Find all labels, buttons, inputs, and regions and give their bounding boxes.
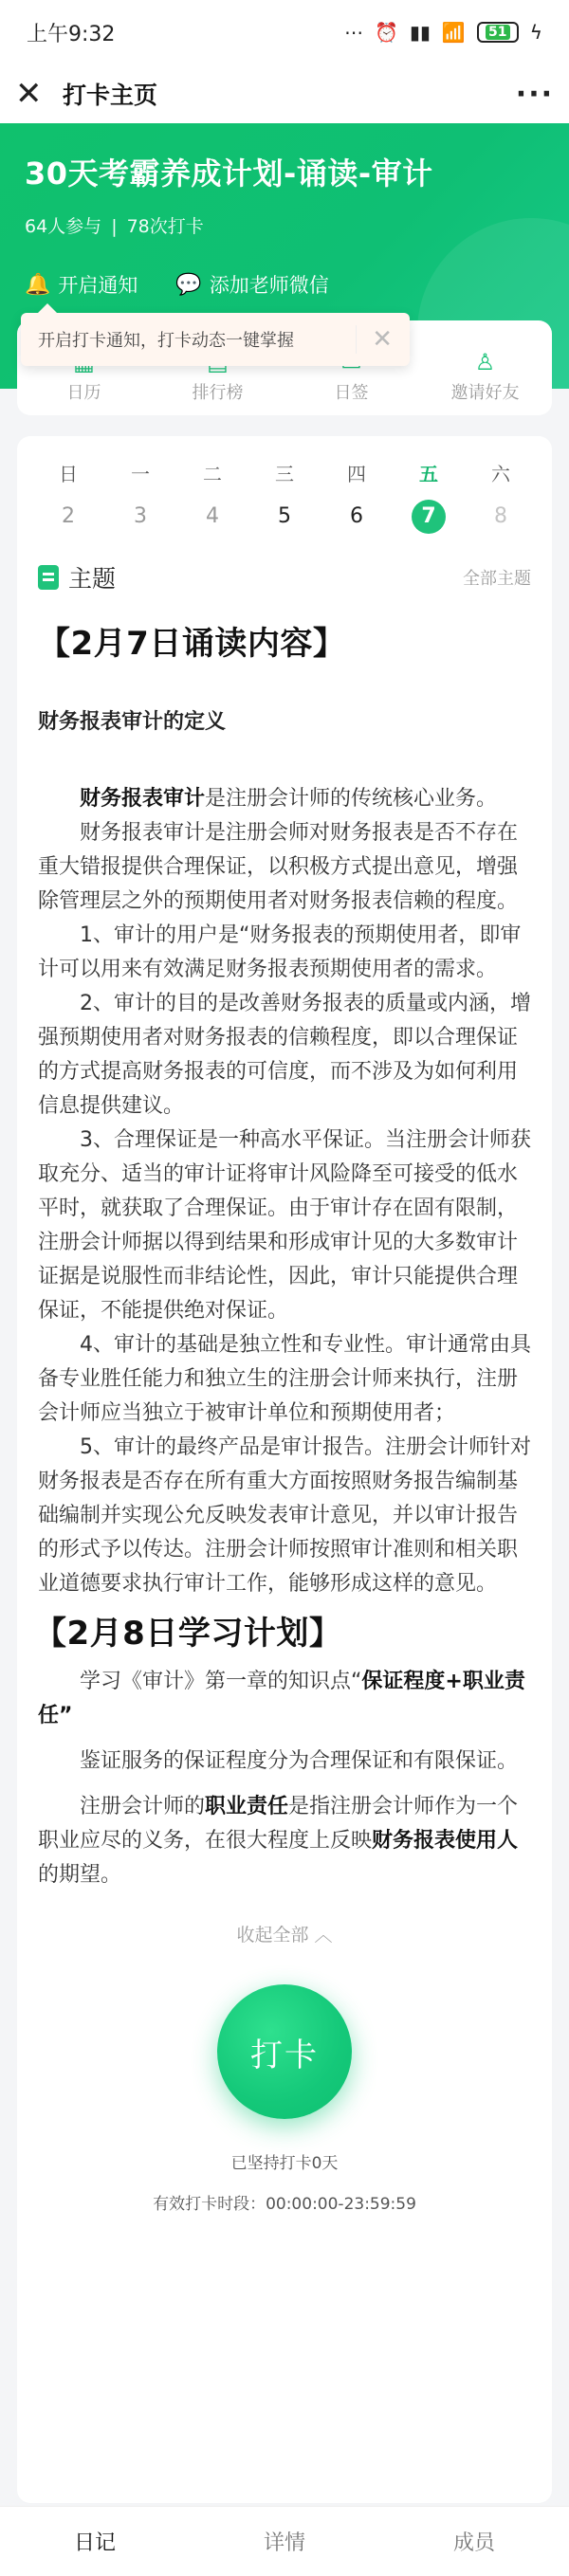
content-paragraph: 1、审计的用户是“财务报表的预期使用者，即审计可以用来有效满足财务报表预期使用者的需求。 (38, 923, 522, 981)
collapse-all-button[interactable] (38, 1921, 531, 1946)
weekday-label: 二 (203, 463, 222, 485)
week-header (38, 459, 531, 486)
topic-icon (38, 565, 59, 590)
content-paragraph: 5、审计的最终产品是审计报告。注册会计师针对财务报表是否存在所有重大方面按照财务报告编制基础编制并实现公允反映发表审计意见，并以审计报告的形式予以传达。注册会计师按照审计准则和相关职业道德要求执行审计工作，能够形成这样的意见。 (38, 1435, 531, 1596)
content-paragraph: 3、合理保证是一种高水平保证。当注册会计师获取充分、适当的审计证将审计风险降至可接受的低水平时，就获取了合理保证。由于审计存在固有限制，注册会计师据以得到结果和形成审计见的大多数审计证据是说服性而非结论性，因此，审计只能提供合理保证，不能提供绝对保证。 (38, 1128, 531, 1323)
more-dots-icon: ⋯ (343, 21, 363, 44)
calendar-day[interactable]: 8 (494, 504, 507, 528)
calendar-day-today[interactable]: 7 (400, 500, 457, 534)
checkin-section (38, 1984, 531, 2214)
nav-bar (0, 64, 569, 123)
more-menu-button[interactable]: ··· (515, 77, 554, 111)
charging-icon: ϟ (529, 21, 542, 44)
alarm-icon: ⏰ (374, 21, 398, 44)
plan-paragraph: 学习《审计》第一章的知识点“保证程度+职业责任” (38, 1670, 525, 1727)
plan-paragraph: 注册会计师的职业责任是指注册会计师作为一个职业应尽的义务，在很大程度上反映财务报表使用人的期望。 (38, 1795, 519, 1887)
calendar-day[interactable]: 4 (206, 504, 219, 528)
weekday-label: 四 (347, 463, 366, 485)
tooltip-close-icon[interactable]: ✕ (356, 325, 393, 354)
content-paragraph: 财务报表审计是注册会师对财务报表是否不存在重大错报提供合理保证，以积极方式提出意见，增强除管理层之外的预期使用者对财务报表信赖的程度。 (38, 821, 519, 913)
participants-count: 64人参与 (25, 216, 102, 237)
collapse-all-label: 收起全部 (236, 1925, 309, 1946)
status-icons (344, 21, 542, 44)
chevron-up-icon: ︿ (314, 1925, 333, 1946)
weekday-label: 六 (491, 463, 510, 485)
enable-notification-label: 开启通知 (58, 274, 138, 297)
status-time: 上午9:32 (27, 22, 116, 46)
calendar-day[interactable]: 2 (62, 504, 75, 528)
content-card (17, 436, 552, 2503)
checkin-button[interactable]: 打卡 (217, 1984, 352, 2119)
toolbar-calendar-label: 日历 (66, 383, 101, 403)
toolbar-invite-label: 邀请好友 (450, 383, 520, 403)
tab-details[interactable]: 详情 (263, 2531, 305, 2555)
toolbar-ranking-label: 排行榜 (192, 383, 244, 403)
weekday-label: 日 (59, 463, 78, 485)
plan-paragraph: 鉴证服务的保证程度分为合理保证和有限保证。 (80, 1749, 519, 1773)
streak-text: 已坚持打卡0天 (230, 2154, 339, 2173)
toolbar-invite[interactable] (433, 349, 538, 404)
toolbar-daily-sign-label: 日签 (334, 383, 369, 403)
tooltip-text: 开启打卡通知，打卡动态一键掌握 (38, 331, 294, 351)
status-bar (0, 0, 569, 64)
bell-icon: 🔔 (25, 272, 51, 297)
section-title-plan: 【2月8日学习计划】 (34, 1615, 342, 1653)
content-paragraph: 财务报表审计是注册会计师的传统核心业务。 (80, 787, 498, 811)
stats-divider: | (111, 216, 118, 237)
definition-subhead: 财务报表审计的定义 (38, 710, 227, 734)
weekday-label: 三 (275, 463, 294, 485)
section-title-reading: 【2月7日诵读内容】 (38, 625, 346, 663)
wifi-icon: 📶 (441, 21, 466, 44)
notification-tooltip (21, 313, 410, 366)
bottom-tab-bar (0, 2506, 569, 2576)
enable-notification-button[interactable] (25, 270, 138, 299)
week-days (38, 500, 531, 534)
plan-title: 30天考霸养成计划-诵读-审计 (25, 155, 433, 192)
content-paragraph: 2、审计的目的是改善财务报表的质量或内涵，增强预期使用者对财务报表的信赖程度，即以合理保证的方式提高财务报表的可信度，而不涉及为如何利用信息提供建议。 (38, 992, 531, 1118)
tab-members[interactable]: 成员 (452, 2531, 495, 2555)
invite-icon: ♙ (474, 349, 496, 375)
calendar-day[interactable]: 3 (134, 504, 147, 528)
weekday-label: 一 (131, 463, 150, 485)
close-icon[interactable]: ✕ (15, 75, 43, 113)
weekday-label-today: 五 (419, 463, 438, 485)
signal-icon: ▮▮ (409, 21, 431, 44)
calendar-day[interactable]: 6 (350, 504, 363, 528)
page-title: 打卡主页 (63, 82, 158, 109)
add-teacher-wechat-label: 添加老师微信 (209, 274, 329, 297)
plan-stats (25, 212, 544, 238)
calendar-day[interactable]: 5 (278, 504, 291, 528)
battery-icon: 51 (477, 22, 519, 43)
checkins-count: 78次打卡 (126, 216, 204, 237)
topic-title: 主题 (68, 565, 117, 593)
all-topics-link[interactable]: 全部主题 (463, 569, 531, 589)
wechat-icon: 💬 (175, 272, 202, 297)
add-teacher-wechat-button[interactable] (175, 270, 328, 299)
content-paragraph: 4、审计的基础是独立性和专业性。审计通常由具备专业胜任能力和独立生的注册会计师来执行，注册会计师应当独立于被审计单位和预期使用者； (38, 1333, 531, 1425)
valid-time-text: 有效打卡时段：00:00:00-23:59:59 (153, 2195, 416, 2214)
topic-header (38, 560, 531, 594)
tab-diary[interactable]: 日记 (73, 2531, 116, 2555)
